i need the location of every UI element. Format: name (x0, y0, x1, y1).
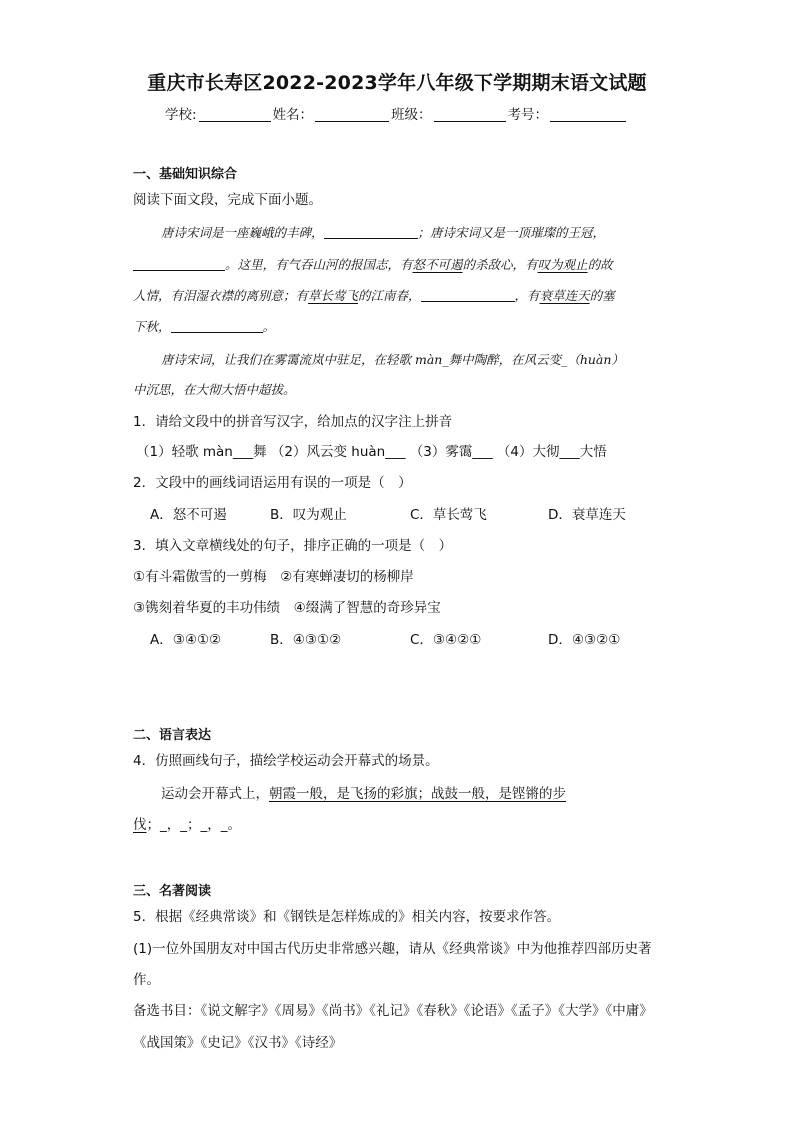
question-3-option-d[interactable]: D．④③②① (548, 632, 621, 648)
passage-blank-4[interactable] (171, 319, 263, 333)
name-blank[interactable] (315, 107, 389, 122)
question-4-line-1 (161, 785, 566, 803)
question-3-sentences-2: ③镌刻着华夏的丰功伟绩 ④缀满了智慧的奇珍异宝 (133, 600, 441, 616)
passage-text: 的故 (587, 257, 613, 272)
question-3-option-a[interactable]: A．③④①② (150, 632, 222, 648)
name-label: 姓名： (272, 107, 314, 123)
question-4-underlined: 朝霞一般，是飞扬的彩旗；战鼓一般，是铿锵的步 (269, 786, 566, 802)
underlined-term-2: 叹为观止 (537, 257, 588, 272)
passage-text: 唐诗宋词是一座巍峨的丰碑， (161, 225, 324, 240)
question-4-underlined: 伐 (133, 817, 147, 833)
question-4-line-2 (133, 816, 241, 834)
question-1: 1．请给文段中的拼音写汉字，给加点的汉字注上拼音 (133, 414, 453, 430)
question-3: 3．填入文章横线处的句子，排序正确的一项是（ ） (133, 538, 453, 554)
page-title: 重庆市长寿区2022-2023学年八年级下学期期末语文试题 (147, 72, 647, 94)
question-4: 4．仿照画线句子，描绘学校运动会开幕式的场景。 (133, 753, 439, 769)
passage-text: 的杀敌心，有 (462, 257, 538, 272)
passage-line-2 (133, 256, 613, 274)
question-5-1-line-1: (1)一位外国朋友对中国古代历史非常感兴趣，请从《经典常谈》中为他推荐四部历史著 (133, 941, 652, 957)
passage-line-4 (133, 318, 275, 336)
class-label: 班级： (391, 107, 432, 123)
question-3-option-b[interactable]: B．④③①② (270, 632, 342, 648)
school-label: 学校: (165, 107, 197, 123)
passage-text: 。这里，有气吞山河的报国志，有 (225, 257, 413, 272)
passage-text: 人情，有泪湿衣襟的离别意；有 (133, 288, 309, 303)
question-1-items: （1）轻歌 màn___舞 （2）风云变 huàn___ （3）雾霭___ （4）大彻___大悟 (136, 444, 607, 460)
question-5: 5．根据《经典常谈》和《钢铁是怎样炼成的》相关内容，按要求作答。 (133, 909, 561, 925)
question-2-option-c[interactable]: C．草长莺飞 (410, 507, 487, 523)
passage-line-3 (133, 287, 615, 305)
question-2-option-a[interactable]: A．怒不可遏 (150, 507, 227, 523)
section2-heading: 二、语言表达 (133, 728, 212, 743)
passage-text: ，有 (514, 288, 540, 303)
underlined-term-3: 草长莺飞 (308, 288, 359, 303)
section1-instruction: 阅读下面文段，完成下面小题。 (133, 192, 322, 208)
number-blank[interactable] (550, 107, 626, 122)
number-label: 考号： (507, 107, 549, 123)
passage2-line-1: 唐诗宋词，让我们在雾霭流岚中驻足，在轻歌 màn_舞中陶醉，在风云变_（huàn） (161, 352, 624, 367)
passage-text: 的江南春， (358, 288, 421, 303)
section3-heading: 三、名著阅读 (133, 884, 212, 899)
question-2-option-b[interactable]: B．叹为观止 (270, 507, 347, 523)
passage-text: 。 (262, 319, 276, 334)
question-4-text: 运动会开幕式上， (161, 786, 269, 802)
passage-text: 下秋， (133, 319, 171, 334)
passage-blank-1[interactable] (324, 225, 418, 239)
passage-blank-3[interactable] (421, 288, 515, 302)
question-2: 2．文段中的画线词语运用有误的一项是（ ） (133, 475, 412, 491)
book-list-line-2: 《战国策》《史记》《汉书》《诗经》 (133, 1035, 343, 1051)
question-3-option-c[interactable]: C．③④②① (410, 632, 482, 648)
question-2-option-d[interactable]: D．衰草连天 (548, 507, 626, 523)
student-info-row (165, 103, 628, 123)
passage-text: 的塞 (589, 288, 615, 303)
underlined-term-1: 怒不可遏 (412, 257, 463, 272)
question-5-1-line-2: 作。 (133, 972, 160, 988)
section1-heading: 一、基础知识综合 (133, 167, 238, 182)
class-blank[interactable] (434, 107, 506, 122)
school-blank[interactable] (199, 107, 271, 122)
passage-text: ；唐诗宋词又是一顶璀璨的王冠， (417, 225, 606, 240)
passage-line-1 (161, 224, 605, 242)
question-4-answer-blanks[interactable]: ；_，_；_，_。 (146, 817, 241, 833)
underlined-term-4: 衰草连天 (539, 288, 590, 303)
passage2-line-2: 中沉思，在大彻大悟中超拔。 (133, 382, 296, 397)
question-3-sentences-1: ①有斗霜傲雪的一剪梅 ②有寒蝉凄切的杨柳岸 (133, 569, 414, 585)
book-list-line-1: 备选书目：《说文解字》《周易》《尚书》《礼记》《春秋》《论语》《孟子》《大学》《中庸》 (133, 1003, 653, 1019)
passage-blank-2[interactable] (133, 257, 225, 271)
